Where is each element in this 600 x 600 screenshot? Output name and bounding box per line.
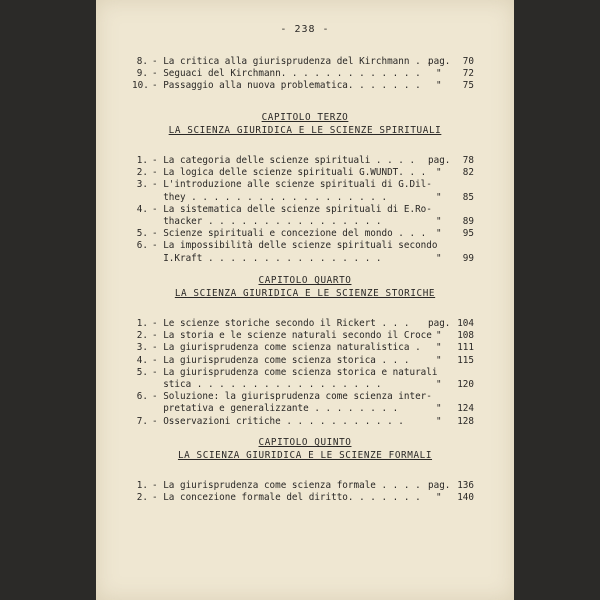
entry-number: 3. [136, 342, 148, 354]
entry-number: 4. [136, 203, 148, 215]
chapter-subtitle: LA SCIENZA GIURIDICA E LE SCIENZE STORICHE [174, 288, 436, 299]
toc-entry [96, 253, 514, 266]
chapter-heading: CAPITOLO TERZO [261, 112, 349, 123]
entry-number: 2. [136, 167, 148, 179]
toc-entry [96, 192, 514, 205]
toc-entry [96, 355, 514, 368]
entry-title: - La concezione formale del diritto. . . . . . . [152, 492, 421, 504]
page-label: " [436, 403, 442, 415]
page-label: pag. [428, 318, 451, 329]
page-ref: 111 [457, 342, 474, 354]
page-ref: 82 [462, 167, 474, 179]
entry-number: 5. [136, 228, 148, 240]
entry-number: 1. [136, 480, 148, 491]
page-label: pag. [428, 155, 451, 166]
page-label: " [436, 68, 442, 80]
entry-title: - La logica delle scienze spirituali G.WUNDT. . . [152, 167, 427, 179]
page-ref: 104 [457, 318, 474, 329]
entry-title: pretativa e generalizzante . . . . . . . . [152, 403, 399, 415]
toc-entry [96, 155, 514, 168]
page-ref: 95 [462, 228, 474, 240]
page-label: " [436, 492, 442, 504]
toc-entry [96, 216, 514, 229]
entry-title: - La storia e le scienze naturali secondo il Croce [152, 330, 432, 342]
page-label: " [436, 415, 442, 427]
entry-number: 10. [132, 80, 149, 92]
toc-entry [96, 403, 514, 416]
entry-number: 9. [136, 68, 148, 80]
toc-entry [96, 56, 514, 69]
entry-number: 2. [136, 330, 148, 342]
page-ref: 124 [457, 403, 474, 415]
entry-number: 1. [136, 155, 148, 166]
entry-title: - La sistematica delle scienze spirituali di E.Ro- [152, 203, 432, 215]
toc-entry [96, 228, 514, 241]
entry-number: 7. [136, 415, 148, 427]
entry-title: - L'introduzione alle scienze spirituali di G.Dil- [152, 179, 432, 191]
entry-title: - Scienze spirituali e concezione del mondo . . . [152, 228, 427, 240]
page-ref: 136 [457, 480, 474, 491]
toc-entry [96, 492, 514, 505]
entry-title: - La categoria delle scienze spirituali . . . . [152, 155, 416, 166]
entry-title: - La giurisprudenza come scienza storica e naturali [152, 366, 438, 378]
entry-title: - Osservazioni critiche . . . . . . . . . . . [152, 415, 404, 427]
toc-entry [96, 330, 514, 343]
page-ref: 140 [457, 492, 474, 504]
toc-entry [96, 379, 514, 392]
entry-title: - Passaggio alla nuova problematica. . . . . . . [152, 80, 421, 92]
page-label: " [436, 354, 442, 366]
toc-entry [96, 204, 514, 217]
page-ref: 85 [462, 191, 474, 203]
toc-entry [96, 240, 514, 253]
document-page [96, 0, 514, 600]
toc-entry [96, 68, 514, 81]
entry-number: 5. [136, 366, 148, 378]
page-ref: 120 [457, 379, 474, 390]
toc-entry [96, 179, 514, 192]
page-label: " [436, 330, 442, 342]
toc-entry [96, 342, 514, 355]
page-label: " [436, 228, 442, 240]
entry-number: 2. [136, 492, 148, 504]
toc-entry [96, 318, 514, 331]
entry-number: 3. [136, 179, 148, 191]
page-number: - 238 - [280, 24, 330, 35]
page-ref: 78 [462, 155, 474, 166]
toc-entry [96, 480, 514, 493]
chapter-subtitle: LA SCIENZA GIURIDICA E LE SCIENZE FORMALI [177, 450, 433, 461]
entry-title: - La giurisprudenza come scienza naturalistica . [152, 342, 421, 354]
chapter-heading: CAPITOLO QUARTO [258, 275, 352, 286]
entry-number: 4. [136, 354, 148, 366]
entry-number: 8. [136, 56, 148, 67]
page-ref: 115 [457, 354, 474, 366]
toc-entry [96, 416, 514, 429]
entry-number: 6. [136, 240, 148, 252]
page-label: " [436, 216, 442, 227]
page-label: " [436, 252, 442, 264]
page-ref: 99 [462, 252, 474, 264]
page-label: " [436, 379, 442, 390]
entry-title: - Seguaci del Kirchmann. . . . . . . . . . . . . [152, 68, 421, 80]
page-label: " [436, 191, 442, 203]
entry-number: 6. [136, 391, 148, 403]
entry-title: - La giurisprudenza come scienza storica . . . [152, 354, 410, 366]
entry-title: - La giurisprudenza come scienza formale . . . . [152, 480, 421, 491]
entry-title: - Soluzione: la giurisprudenza come scienza inter- [152, 391, 432, 403]
entry-title: - La impossibilità delle scienze spirituali secondo [152, 240, 438, 252]
page-ref: 128 [457, 415, 474, 427]
entry-title: they . . . . . . . . . . . . . . . . . . [152, 191, 388, 203]
toc-entry [96, 391, 514, 404]
page-label: " [436, 342, 442, 354]
entry-title: stica . . . . . . . . . . . . . . . . . [152, 379, 382, 390]
page-ref: 108 [457, 330, 474, 342]
page-label: pag. [428, 480, 451, 491]
chapter-heading: CAPITOLO QUINTO [258, 437, 352, 448]
page-label: " [436, 167, 442, 179]
entry-title: thacker . . . . . . . . . . . . . . . . [152, 216, 382, 227]
page-ref: 75 [462, 80, 474, 92]
entry-title: - La critica alla giurisprudenza del Kirchmann . . [152, 56, 432, 67]
entry-title: I.Kraft . . . . . . . . . . . . . . . . [152, 252, 382, 264]
page-label: pag. [428, 56, 451, 67]
toc-entry [96, 367, 514, 380]
entry-title: - Le scienze storiche secondo il Rickert . . . [152, 318, 410, 329]
page-ref: 72 [462, 68, 474, 80]
page-ref: 89 [462, 216, 474, 227]
toc-entry [96, 80, 514, 93]
chapter-subtitle: LA SCIENZA GIURIDICA E LE SCIENZE SPIRITUALI [168, 125, 442, 136]
page-ref: 70 [462, 56, 474, 67]
page-label: " [436, 80, 442, 92]
entry-number: 1. [136, 318, 148, 329]
toc-entry [96, 167, 514, 180]
